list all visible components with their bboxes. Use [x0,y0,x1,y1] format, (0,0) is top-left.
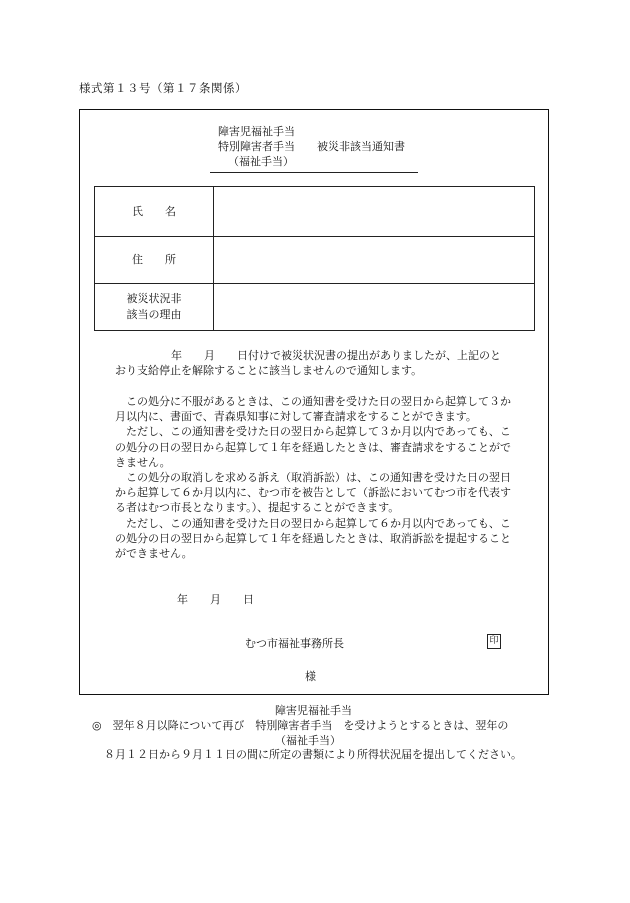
address-value [214,237,534,283]
title-line-2a: 特別障害者手当 [218,140,295,153]
title-line-1: 障害児福祉手当 [218,125,295,138]
review-paragraphs [115,394,515,561]
review-para-3: この処分の取消しを求める訴え（取消訴訟）は、この通知書を受けた日の翌日から起算して６か月以内に、むつ市を被告として（訴訟においてむつ市を代表する者はむつ市長となります。）、提起することができます。 [115,471,511,515]
title-line-2b: 被災非該当通知書 [317,140,405,153]
title-line-3: （福祉手当） [228,155,294,168]
issue-date: 年 月 日 [177,593,254,606]
review-para-1: この処分に不服があるときは、この通知書を受けた日の翌日から起算して３か月以内に、書面で、青森県知事に対して審査請求をすることができます。 [115,395,511,424]
office-name: むつ市福祉事務所長 [245,637,344,650]
table-row-address [95,237,534,284]
name-label: 氏 名 [95,187,214,236]
address-label: 住 所 [95,237,214,283]
intro-line-1: 年 月 日付けで被災状況書の提出がありましたが、上記のと [171,349,501,362]
title-underline [210,172,418,173]
reason-value [214,284,534,330]
table-row-reason [95,284,534,330]
notice-last-line: ８月１２日から９月１１日の間に所定の書類により所得状況届を提出してください。 [104,748,522,761]
review-para-2: ただし、この通知書を受けた日の翌日から起算して３か月以内であっても、この処分の日の翌日から起算して１年を経過したときは、審査請求をすることができません。 [115,425,511,469]
notice-top-line: 障害児福祉手当 [275,704,352,717]
name-value [214,187,534,236]
title-line-2 [218,139,405,154]
form-number-label: 様式第１３号（第１７条関係） [79,81,247,95]
table-row-name [95,187,534,237]
review-para-4: ただし、この通知書を受けた日の翌日から起算して６か月以内であっても、この処分の日の翌日から起算して１年を経過したときは、取消訴訟を提起することができません。 [115,516,511,561]
notice-main-line: ◎ 翌年８月以降について再び 特別障害者手当 を受けようとするときは、翌年の [92,719,509,732]
seal-mark: 印 [487,634,501,649]
document-title [218,124,405,169]
info-table [94,186,535,331]
intro-paragraph [115,348,515,378]
addressee-suffix: 様 [305,670,316,683]
notice-bottom-line: （福祉手当） [275,734,341,747]
intro-line-2: おり支給停止を解除することに該当しませんので通知します。 [115,364,423,378]
reason-label: 被災状況非 該当の理由 [95,284,214,330]
